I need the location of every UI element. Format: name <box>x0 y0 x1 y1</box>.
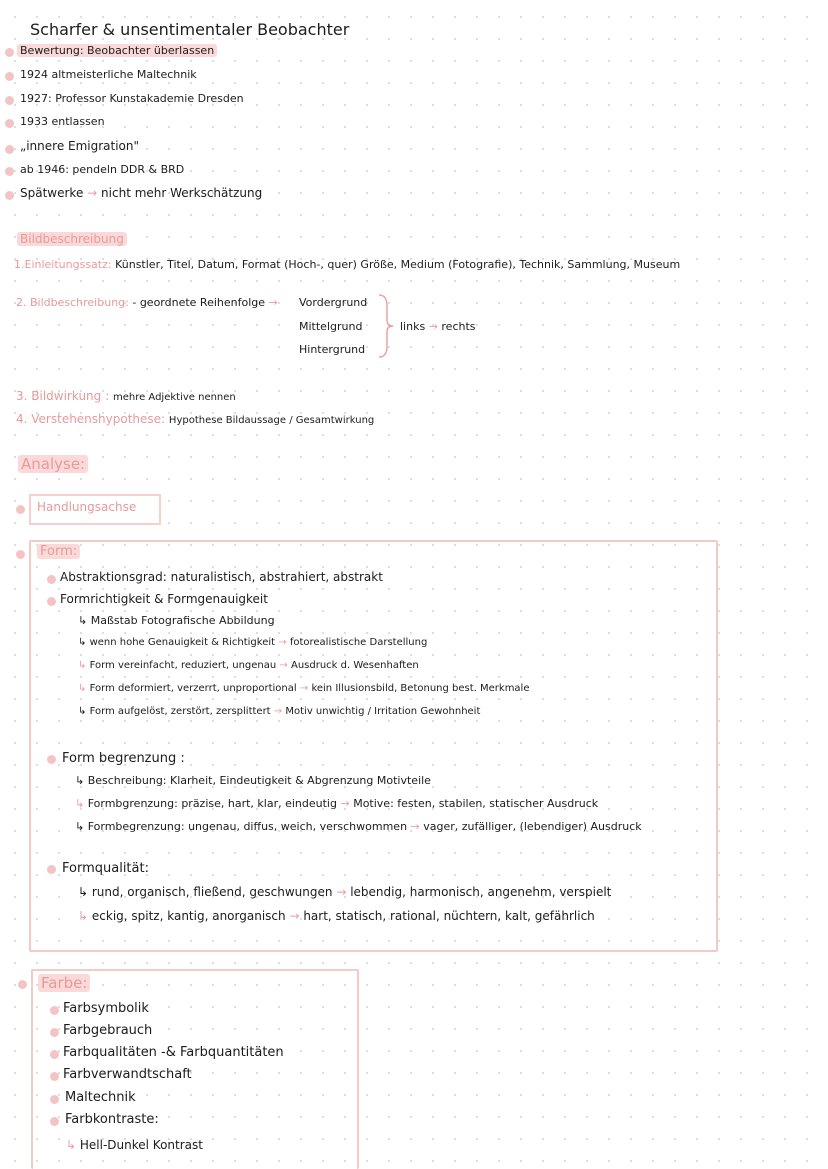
qualitaet-line-0: ↳ rund, organisch, fließend, geschwungen → lebendig, harmonisch, angenehm, verspielt <box>78 885 612 899</box>
bullet-dot <box>50 1006 59 1015</box>
direction-links-rechts: links → rechts <box>400 320 476 333</box>
begrenzung-line-1: ↳ Formbgrenzung: präzise, hart, klar, eindeutig → Motive: festen, stabilen, statischer Ausdruck <box>75 797 599 810</box>
bullet-dot <box>16 550 25 559</box>
note-spaetwerke: Spätwerke → nicht mehr Werkschätzung <box>20 186 263 200</box>
form-richtigkeit: Formrichtigkeit & Formgenauigkeit <box>60 592 268 606</box>
bullet-dot <box>18 980 27 989</box>
step-bildbeschreibung: 2. Bildbeschreibung: - geordnete Reihenfolge → <box>16 296 278 309</box>
section-heading-bildbeschreibung: Bildbeschreibung <box>17 232 127 246</box>
bullet-dot <box>50 1117 59 1126</box>
section-heading-analyse: Analyse: <box>18 455 88 473</box>
arrow-icon: → <box>268 296 278 309</box>
bullet-dot <box>5 96 14 105</box>
bullet-dot <box>47 575 56 584</box>
bullet-dot <box>5 48 14 57</box>
arrow-icon: → <box>273 706 283 717</box>
ground-hinter: Hintergrund <box>299 343 366 356</box>
bullet-dot <box>50 1050 59 1059</box>
ground-vorder: Vordergrund <box>299 296 368 309</box>
arrow-icon: → <box>428 320 438 333</box>
note-1927: 1927: Professor Kunstakademie Dresden <box>20 92 244 105</box>
arrow-icon: → <box>278 637 287 648</box>
begrenzung-heading: Form begrenzung : <box>62 751 185 766</box>
bullet-dot <box>50 1095 59 1104</box>
brace-icon <box>376 292 396 360</box>
arrow-icon: → <box>299 683 309 694</box>
qualitaet-line-1: ↳ eckig, spitz, kantig, anorganisch → hart, statisch, rational, nüchtern, kalt, gefährlich <box>78 909 595 923</box>
arrow-icon: → <box>87 186 98 200</box>
farbe-item-5: Farbkontraste: <box>65 1112 159 1127</box>
note-emigration: „innere Emigration" <box>20 139 140 153</box>
bullet-dot <box>47 597 56 606</box>
farbe-sub: ↳ Hell-Dunkel Kontrast <box>66 1138 203 1152</box>
qualitaet-heading: Formqualität: <box>62 861 149 876</box>
note-1924: 1924 altmeisterliche Maltechnik <box>20 68 197 81</box>
bullet-dot <box>5 191 14 200</box>
farbe-item-2: Farbqualitäten -& Farbquantitäten <box>63 1045 284 1060</box>
ground-mittel: Mittelgrund <box>299 320 363 333</box>
farbe-item-1: Farbgebrauch <box>63 1023 153 1038</box>
step-bildwirkung: 3. Bildwirkung : mehre Adjektive nennen <box>16 389 236 403</box>
form-sub-3: ↳ Form deformiert, verzerrt, unproportional → kein Illusionsbild, Betonung best. Merkmale <box>78 683 530 694</box>
arrow-icon: → <box>279 660 288 671</box>
note-bewertung: Bewertung: Beobachter überlassen <box>17 44 217 57</box>
bullet-dot <box>5 167 14 176</box>
bullet-dot <box>50 1072 59 1081</box>
begrenzung-line-0: ↳ Beschreibung: Klarheit, Eindeutigkeit & Abgrenzung Motivteile <box>75 774 431 787</box>
farbe-item-0: Farbsymbolik <box>63 1001 149 1016</box>
page-title: Scharfer & unsentimentaler Beobachter <box>30 20 350 39</box>
step-verstehenshypothese: 4. Verstehenshypothese: Hypothese Bildaussage / Gesamtwirkung <box>16 412 375 426</box>
bullet-dot <box>50 1028 59 1037</box>
form-heading: Form: <box>37 544 80 559</box>
note-1933: 1933 entlassen <box>20 115 105 128</box>
arrow-icon: → <box>410 820 420 833</box>
bullet-dot <box>47 865 56 874</box>
farbe-item-3: Farbverwandtschaft <box>63 1067 192 1082</box>
bullet-dot <box>47 755 56 764</box>
form-sub-4: ↳ Form aufgelöst, zerstört, zersplittert → Motiv unwichtig / Irritation Gewohnheit <box>78 706 481 717</box>
step-einleitungssatz: 1.Einleitungssatz: Künstler, Titel, Datum, Format (Hoch-, quer) Größe, Medium (Fotografie), Technik, Sammlung, Museum <box>14 258 681 271</box>
form-sub-2: ↳ Form vereinfacht, reduziert, ungenau → Ausdruck d. Wesenhaften <box>78 660 419 671</box>
form-abstraktion: Abstraktionsgrad: naturalistisch, abstrahiert, abstrakt <box>60 570 383 584</box>
label-handlungsachse: Handlungsachse <box>37 500 137 514</box>
bullet-dot <box>5 119 14 128</box>
farbe-item-4: Maltechnik <box>65 1090 136 1105</box>
arrow-icon: → <box>340 797 350 810</box>
bullet-dot <box>5 72 14 81</box>
form-sub-1: ↳ wenn hohe Genauigkeit & Richtigkeit → fotorealistische Darstellung <box>78 637 428 648</box>
begrenzung-line-2: ↳ Formbegrenzung: ungenau, diffus, weich, verschwommen → vager, zufälliger, (lebendiger) Ausdruck <box>75 820 642 833</box>
farbe-heading: Farbe: <box>38 974 90 992</box>
bullet-dot <box>5 145 14 154</box>
arrow-icon: → <box>336 885 347 899</box>
note-1946: ab 1946: pendeln DDR & BRD <box>20 163 185 176</box>
arrow-icon: → <box>289 909 300 923</box>
form-sub-0: ↳ Maßstab Fotografische Abbildung <box>78 614 275 627</box>
bullet-dot <box>16 505 25 514</box>
